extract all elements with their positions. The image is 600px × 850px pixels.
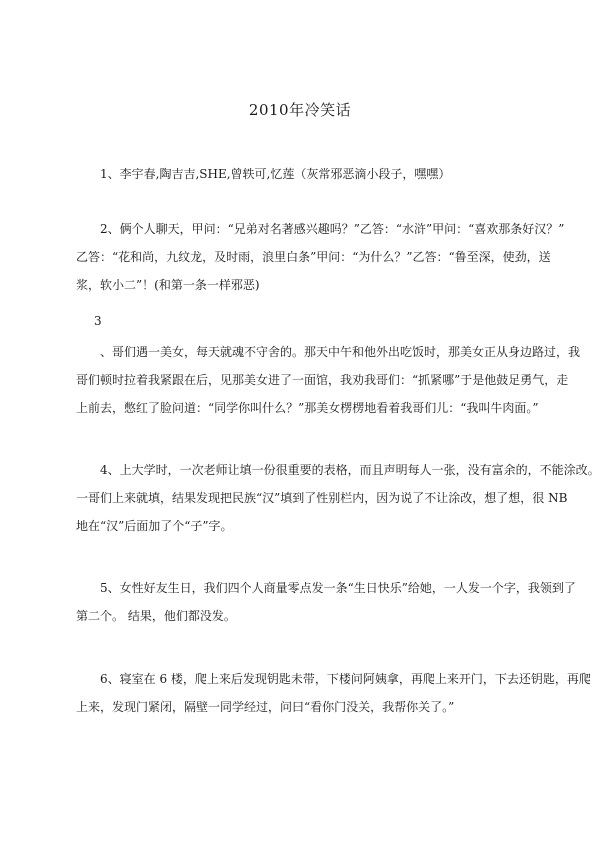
paragraph-line: 第二个。 结果，他们都没发。 (76, 609, 236, 623)
paragraph-1 (76, 160, 526, 188)
paragraph-line: 5、女性好友生日，我们四个人商量零点发一条“生日快乐”给她，一人发一个字，我领到了 (100, 581, 576, 595)
paragraph-line: 4、上大学时，一次老师让填一份很重要的表格，而且声明每人一张，没有富余的，不能涂改。 (100, 463, 600, 477)
paragraph-6 (76, 665, 591, 721)
paragraph-3 (76, 338, 581, 422)
paragraph-number-3: 3 (94, 314, 102, 328)
paragraph-5 (76, 574, 576, 630)
paragraph-line: 哥们顿时拉着我紧跟在后，见那美女进了一面馆，我劝我哥们：“抓紧哪”于是他鼓足勇气，走 (76, 373, 569, 387)
paragraph-line: 1、李宇春,陶吉吉,SHE,曾轶可,忆莲（灰常邪恶滴小段子，嘿嘿） (100, 167, 451, 181)
document-title: 2010年冷笑话 (248, 101, 352, 119)
paragraph-2 (76, 215, 565, 299)
paragraph-line: 上前去，憋红了脸问道：“同学你叫什么？”那美女楞楞地看着我哥们儿：“我叫牛肉面。” (76, 401, 539, 415)
paragraph-4 (76, 456, 600, 540)
paragraph-line: 2、俩个人聊天，甲问：“兄弟对名著感兴趣吗？”乙答：“水浒”甲问：“喜欢那条好汉？” (100, 222, 565, 236)
paragraph-line: 一哥们上来就填，结果发现把民族“汉”填到了性别栏内，因为说了不让涂改，想了想，很 NB (76, 491, 568, 505)
paragraph-line: 、哥们遇一美女，每天就魂不守舍的。那天中午和他外出吃饭时，那美女正从身边路过，我 (100, 345, 581, 359)
paragraph-line: 浆，软小二”！(和第一条一样邪恶) (76, 278, 260, 292)
paragraph-line: 上来，发现门紧闭，隔壁一同学经过，问曰“看你门没关，我帮你关了。” (76, 700, 455, 714)
paragraph-line: 6、寝室在 6 楼，爬上来后发现钥匙未带，下楼问阿姨拿，再爬上来开门，下去还钥匙，再爬 (100, 672, 591, 686)
paragraph-line: 地在“汉”后面加了个“子”字。 (76, 519, 233, 533)
paragraph-line: 乙答：“花和尚，九纹龙，及时雨，浪里白条”甲问：“为什么？”乙答：“鲁至深，使劲，送 (76, 250, 551, 264)
